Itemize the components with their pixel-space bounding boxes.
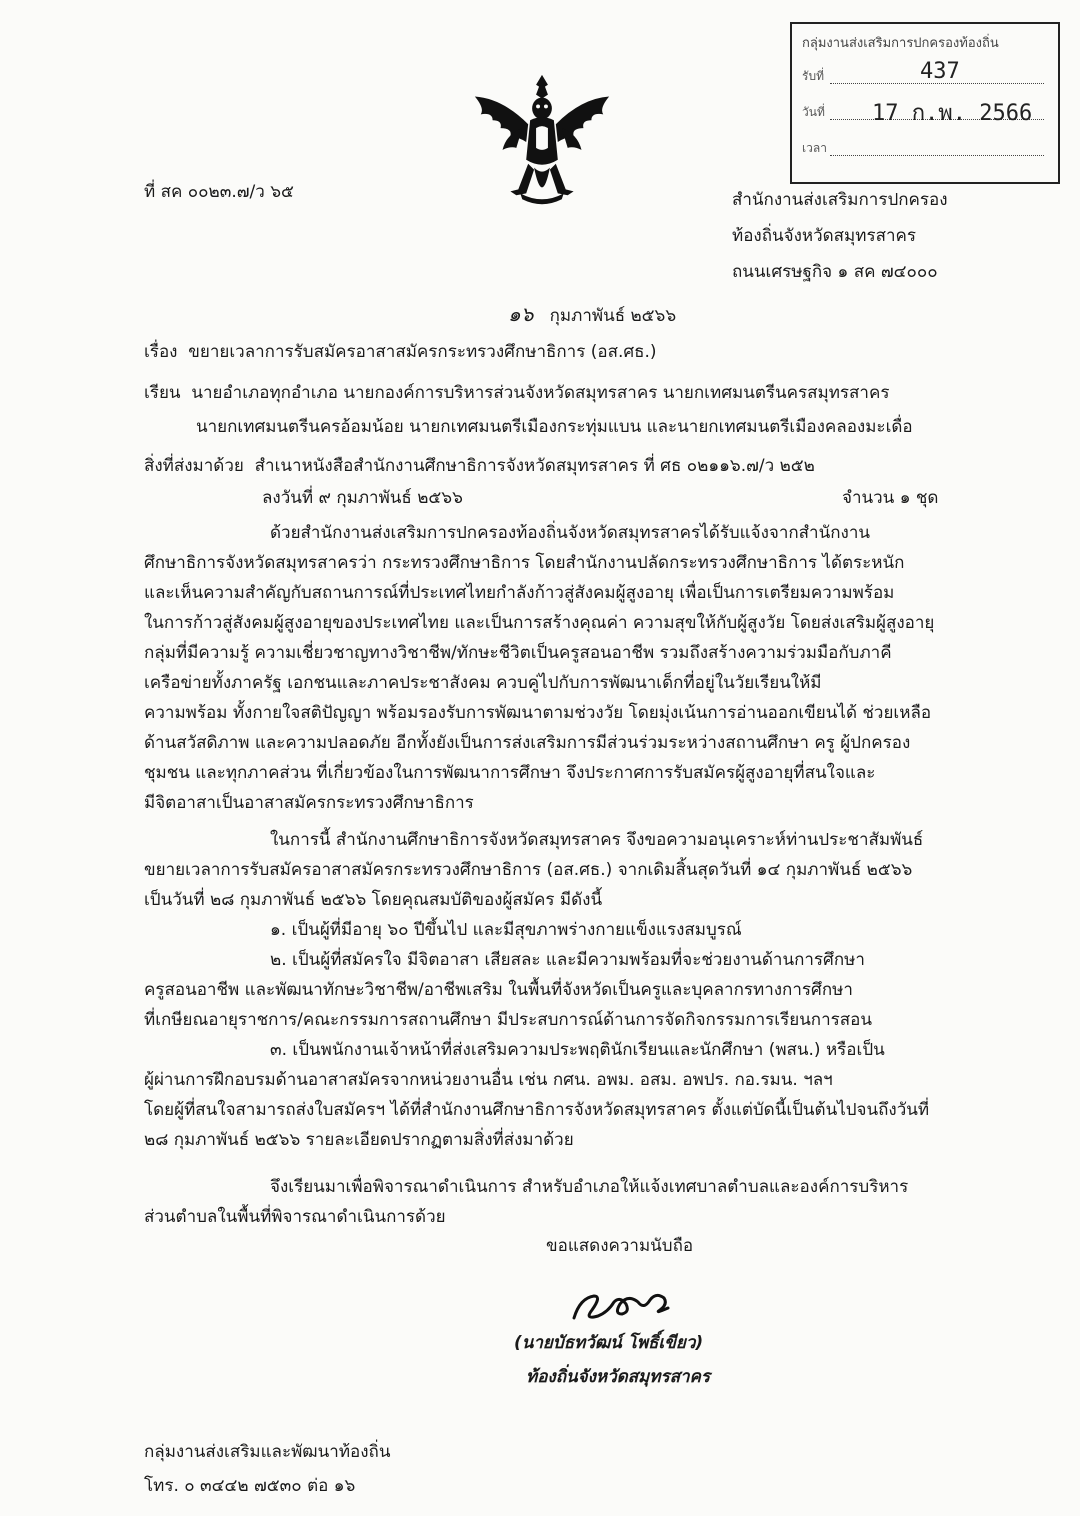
paragraph-line: จึงเรียนมาเพื่อพิจารณาดำเนินการ สำหรับอำเภอให้แจ้งเทศบาลตำบลและองค์การบริหาร [270, 1177, 909, 1197]
body-paragraph-2 [144, 825, 962, 1155]
paragraph-line: ในการนี้ สำนักงานศึกษาธิการจังหวัดสมุทรสาคร จึงขอความอนุเคราะห์ท่านประชาสัมพันธ์ [270, 830, 924, 850]
stamp-number-value: 437 [920, 59, 960, 84]
received-stamp [790, 22, 1060, 184]
paragraph-line: ส่วนตำบลในพื้นที่พิจารณาดำเนินการด้วย [144, 1207, 446, 1227]
signature-icon [568, 1278, 678, 1328]
paragraph-line: ในการก้าวสู่สังคมผู้สูงอายุของประเทศไทย และเป็นการสร้างคุณค่า ความสุขให้กับผู้สูงวัย โดยส่งเสริมผู้สูงอายุ [144, 613, 935, 633]
paragraph-line: ผู้ผ่านการฝึกอบรมด้านอาสาสมัครจากหน่วยงานอื่น เช่น กศน. อพม. อสม. อพปร. กอ.รมน. ฯลฯ [144, 1070, 833, 1090]
stamp-date-value: 17 ก.พ. 2566 [872, 101, 1033, 126]
paragraph-line: โดยผู้ที่สนใจสามารถส่งใบสมัครฯ ได้ที่สำนักงานศึกษาธิการจังหวัดสมุทรสาคร ตั้งแต่บัดนี้เป็นต้นไปจนถึงวันที่ [144, 1100, 930, 1120]
subject-text: ขยายเวลาการรับสมัครอาสาสมัครกระทรวงศึกษาธิการ (อส.ศธ.) [188, 342, 657, 362]
garuda-emblem-icon [463, 68, 621, 212]
office-province: ท้องถิ่นจังหวัดสมุทรสาคร [732, 226, 917, 246]
enclosure-count: จำนวน ๑ ชุด [842, 488, 939, 508]
enclosure-text-2: ลงวันที่ ๙ กุมภาพันธ์ ๒๕๖๖ [262, 488, 463, 508]
letter-date-month-year: กุมภาพันธ์ ๒๕๖๖ [549, 306, 677, 326]
reference-number: ที่ สค ๐๐๒๓.๗/ว ๖๕ [144, 182, 294, 202]
paragraph-line: กลุ่มที่มีความรู้ ความเชี่ยวชาญทางวิชาชีพ/ทักษะชีวิตเป็นครูสอนอาชีพ รวมถึงสร้างความร่วมมือกับภาคี [144, 643, 892, 663]
enclosure-label: สิ่งที่ส่งมาด้วย [144, 456, 244, 476]
body-paragraph-3 [144, 1172, 962, 1232]
stamp-title: กลุ่มงานส่งเสริมการปกครองท้องถิ่น [802, 36, 999, 51]
paragraph-line: เป็นวันที่ ๒๘ กุมภาพันธ์ ๒๕๖๖ โดยคุณสมบัติของผู้สมัคร มีดังนี้ [144, 890, 603, 910]
stamp-number-row [802, 59, 1048, 95]
paragraph-line: ที่เกษียณอายุราชการ/คณะกรรมการสถานศึกษา มีประสบการณ์ด้านการจัดกิจกรรมการเรียนการสอน [144, 1010, 872, 1030]
paragraph-line: และเห็นความสำคัญกับสถานการณ์ที่ประเทศไทยกำลังก้าวสู่สังคมผู้สูงอายุ เพื่อเป็นการเตรียมความพร้อม [144, 583, 895, 603]
recipient-line-1 [144, 383, 889, 403]
enclosure-line-1 [144, 456, 815, 476]
letter-date [508, 298, 676, 330]
paragraph-line: ด้านสวัสดิภาพ และความปลอดภัย อีกทั้งยังเป็นการส่งเสริมการมีส่วนร่วมระหว่างสถานศึกษา ครู ผู้ปกครอง [144, 733, 911, 753]
paragraph-line: ชุมชน และทุกภาคส่วน ที่เกี่ยวข้องในการพัฒนาการศึกษา จึงประกาศการรับสมัครผู้สูงอายุที่สนใจและ [144, 763, 876, 783]
subject-line [144, 342, 657, 362]
paragraph-line: มีจิตอาสาเป็นอาสาสมัครกระทรวงศึกษาธิการ [144, 793, 474, 813]
qualification-2: ๒. เป็นผู้ที่สมัครใจ มีจิตอาสา เสียสละ และมีความพร้อมที่จะช่วยงานด้านการศึกษา [270, 950, 865, 970]
recipient-text-2: นายกเทศมนตรีนครอ้อมน้อย นายกเทศมนตรีเมืองกระทุ่มแบน และนายกเทศมนตรีเมืองคลองมะเดื่อ [196, 417, 913, 437]
paragraph-line: ความพร้อม ทั้งกายใจสติปัญญา พร้อมรองรับการพัฒนาตามช่วงวัย โดยมุ่งเน้นการอ่านออกเขียนได้ ช่วยเหลือ [144, 703, 932, 723]
stamp-number-label: รับที่ [802, 69, 824, 83]
paragraph-line: ด้วยสำนักงานส่งเสริมการปกครองท้องถิ่นจังหวัดสมุทรสาครได้รับแจ้งจากสำนักงาน [270, 523, 870, 543]
paragraph-line: ๒๘ กุมภาพันธ์ ๒๕๖๖ รายละเอียดปรากฏตามสิ่งที่ส่งมาด้วย [144, 1130, 574, 1150]
enclosure-text-1: สำเนาหนังสือสำนักงานศึกษาธิการจังหวัดสมุทรสาคร ที่ ศธ ๐๒๑๑๖.๗/ว ๒๕๒ [254, 456, 815, 476]
footer-department: กลุ่มงานส่งเสริมและพัฒนาท้องถิ่น [144, 1442, 391, 1462]
body-paragraph-1 [144, 518, 962, 818]
signatory-name: (นายบัธทวัฒน์ โพธิ์เขียว) [514, 1333, 704, 1353]
recipient-text-1: นายอำเภอทุกอำเภอ นายกองค์การบริหารส่วนจังหวัดสมุทรสาคร นายกเทศมนตรีนครสมุทรสาคร [191, 383, 890, 403]
stamp-time-label: เวลา [802, 141, 827, 155]
paragraph-line: ศึกษาธิการจังหวัดสมุทรสาครว่า กระทรวงศึกษาธิการ โดยสำนักงานปลัดกระทรวงศึกษาธิการ ได้ตระหนัก [144, 553, 905, 573]
stamp-date-row [802, 95, 1048, 131]
office-name: สำนักงานส่งเสริมการปกครอง [732, 190, 948, 210]
stamp-time-row [802, 131, 1048, 167]
paragraph-line: ครูสอนอาชีพ และพัฒนาทักษะวิชาชีพ/อาชีพเสริม ในพื้นที่จังหวัดเป็นครูและบุคลากรทางการศึกษา [144, 980, 853, 1000]
paragraph-line: เครือข่ายทั้งภาครัฐ เอกชนและภาคประชาสังคม ควบคู่ไปกับการพัฒนาเด็กที่อยู่ในวัยเรียนให้มี [144, 673, 822, 693]
subject-label: เรื่อง [144, 342, 178, 362]
qualification-1: ๑. เป็นผู้ที่มีอายุ ๖๐ ปีขึ้นไป และมีสุขภาพร่างกายแข็งแรงสมบูรณ์ [270, 920, 742, 940]
qualification-3: ๓. เป็นพนักงานเจ้าหน้าที่ส่งเสริมความประพฤตินักเรียนและนักศึกษา (พสน.) หรือเป็น [270, 1040, 885, 1060]
paragraph-line: ขยายเวลาการรับสมัครอาสาสมัครกระทรวงศึกษาธิการ (อส.ศธ.) จากเดิมสิ้นสุดวันที่ ๑๔ กุมภาพันธ์ ๒๕๖๖ [144, 860, 913, 880]
signatory-position: ท้องถิ่นจังหวัดสมุทรสาคร [526, 1367, 711, 1387]
letter-date-day: ๑๖ [508, 302, 534, 326]
stamp-date-label: วันที่ [802, 105, 825, 119]
office-address: ถนนเศรษฐกิจ ๑ สค ๗๔๐๐๐ [732, 262, 938, 282]
closing-regards: ขอแสดงความนับถือ [546, 1236, 694, 1256]
footer-phone: โทร. ๐ ๓๔๔๒ ๗๕๓๐ ต่อ ๑๖ [144, 1476, 356, 1496]
recipient-label: เรียน [144, 383, 181, 403]
